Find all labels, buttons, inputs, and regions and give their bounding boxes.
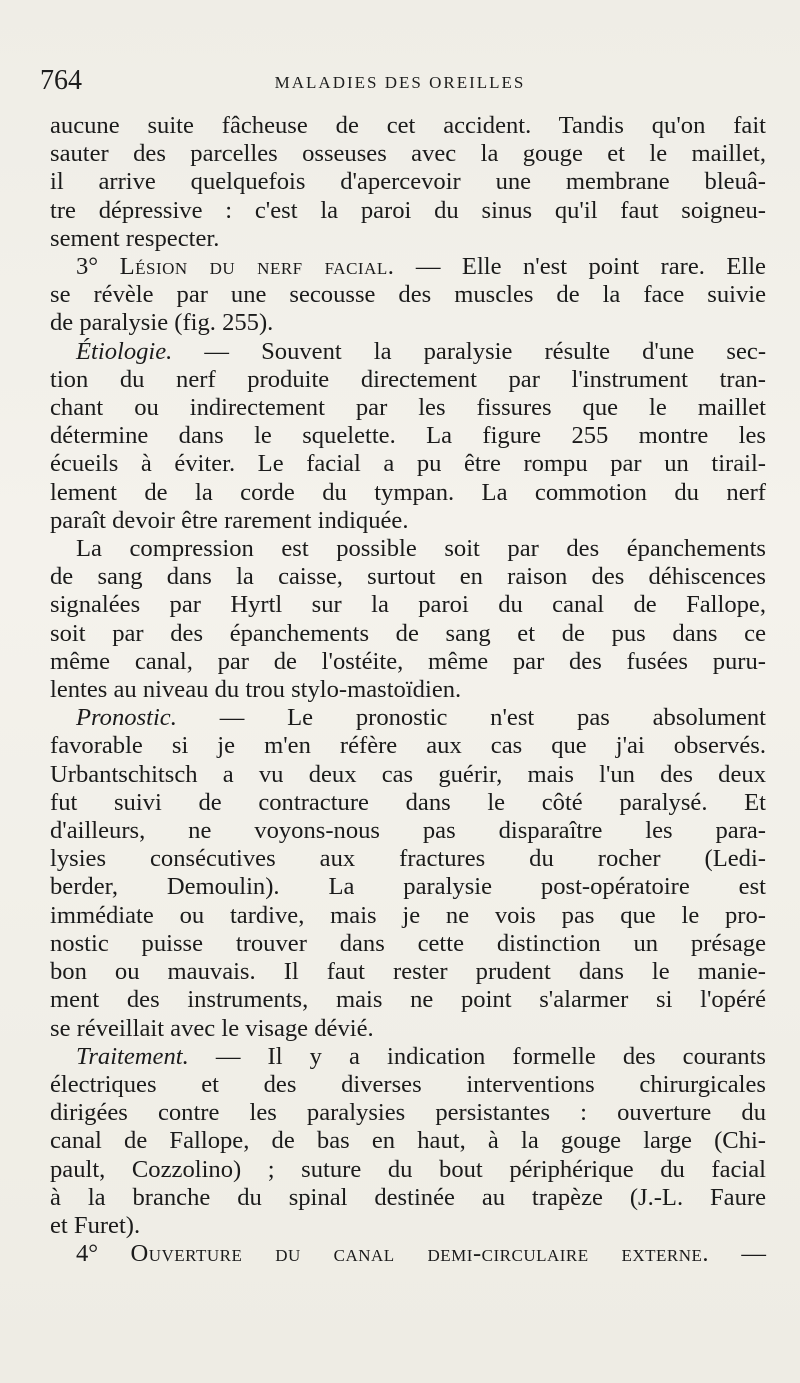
em-dash: —	[415, 253, 441, 281]
text-line: Urbantschitsch a vu deux cas guérir, mais l'un des deux	[50, 760, 766, 788]
text-line: La compression est possible soit par des épanchements	[76, 535, 766, 563]
text-line: même canal, par de l'ostéite, même par des fusées puru-	[50, 647, 766, 675]
text-line: se réveillait avec le visage dévié.	[50, 1014, 374, 1042]
subsection-title: Traitement.	[76, 1042, 189, 1070]
text-line: et Furet).	[50, 1211, 141, 1239]
text-line: immédiate ou tardive, mais je ne vois pas que le pro-	[50, 901, 766, 929]
text-line: ment des instruments, mais ne point s'alarmer si l'opéré	[50, 986, 766, 1014]
section-title: Lésion du nerf facial.	[119, 253, 395, 281]
page-number: 764	[40, 65, 82, 96]
section-number: 3°	[76, 253, 99, 281]
text-line: lentes au niveau du trou stylo-mastoïdien.	[50, 676, 462, 704]
text-line: Le pronostic n'est pas absolument	[287, 704, 766, 732]
text-line: soit par des épanchements de sang et de pus dans ce	[50, 619, 766, 647]
text-line: favorable si je m'en réfère aux cas que j'ai observés.	[50, 732, 766, 760]
text-line: écueils à éviter. Le facial a pu être rompu par un tirail-	[50, 450, 766, 478]
section-heading-line	[50, 1240, 766, 1268]
text-line: chant ou indirectement par les fissures que le maillet	[50, 394, 766, 422]
subsection-title: Pronostic.	[76, 704, 177, 732]
text-line: à la branche du spinal destinée au trapèze (J.-L. Faure	[50, 1183, 766, 1211]
text-line: dirigées contre les paralysies persistantes : ouverture du	[50, 1099, 766, 1127]
text-line: Elle n'est point rare. Elle	[461, 253, 766, 281]
text-line: d'ailleurs, ne voyons-nous pas disparaître les para-	[50, 817, 766, 845]
text-line: se révèle par une secousse des muscles de la face suivie	[50, 281, 766, 309]
text-line: Souvent la paralysie résulte d'une sec-	[261, 337, 767, 365]
body-text	[50, 112, 766, 1268]
text-line: tion du nerf produite directement par l'instrument tran-	[50, 365, 766, 393]
text-line: tre dépressive : c'est la paroi du sinus qu'il faut soigneu-	[50, 196, 766, 224]
text-line: sauter des parcelles osseuses avec la gouge et le maillet,	[50, 140, 766, 168]
page-header	[40, 64, 760, 98]
em-dash: —	[204, 337, 229, 365]
text-line: aucune suite fâcheuse de cet accident. Tandis qu'on fait	[50, 112, 766, 139]
text-line: — Il y a indication formelle des courants	[215, 1042, 767, 1070]
text-line: de sang dans la caisse, surtout en raison des déhiscences	[50, 563, 766, 591]
subsection-line	[50, 338, 766, 366]
text-line: nostic puisse trouver dans cette distinction un présage	[50, 929, 766, 957]
text-line: électriques et des diverses interventions chirurgicales	[50, 1070, 766, 1098]
em-dash: —	[219, 704, 245, 732]
text-line: pault, Cozzolino) ; suture du bout périphérique du facial	[50, 1155, 766, 1183]
text-line: lysies consécutives aux fractures du rocher (Ledi-	[50, 845, 766, 873]
text-line: de paralysie (fig. 255).	[50, 309, 274, 337]
text-line: paraît devoir être rarement indiquée.	[50, 506, 409, 534]
section-heading-line	[50, 253, 766, 281]
text-line: il arrive quelquefois d'apercevoir une membrane bleuâ-	[50, 168, 766, 196]
text-line: fut suivi de contracture dans le côté paralysé. Et	[50, 788, 766, 816]
text-line: bon ou mauvais. Il faut rester prudent dans le manie-	[50, 958, 766, 986]
text-line: lement de la corde du tympan. La commotion du nerf	[50, 478, 766, 506]
text-line: signalées par Hyrtl sur la paroi du canal de Fallope,	[50, 591, 766, 619]
text-line: berder, Demoulin). La paralysie post-opératoire est	[50, 873, 766, 901]
section-title: Ouverture du canal demi-circulaire externe.	[130, 1240, 710, 1268]
running-title: MALADIES DES OREILLES	[274, 73, 526, 92]
text-line: sement respecter.	[50, 224, 220, 252]
em-dash: —	[741, 1240, 766, 1268]
subsection-line	[50, 1043, 766, 1071]
text-line: canal de Fallope, de bas en haut, à la gouge large (Chi-	[50, 1127, 766, 1155]
subsection-line	[50, 704, 766, 732]
section-number: 4°	[76, 1240, 99, 1268]
subsection-title: Étiologie.	[76, 337, 173, 365]
text-line: détermine dans le squelette. La figure 255 montre les	[50, 422, 766, 450]
